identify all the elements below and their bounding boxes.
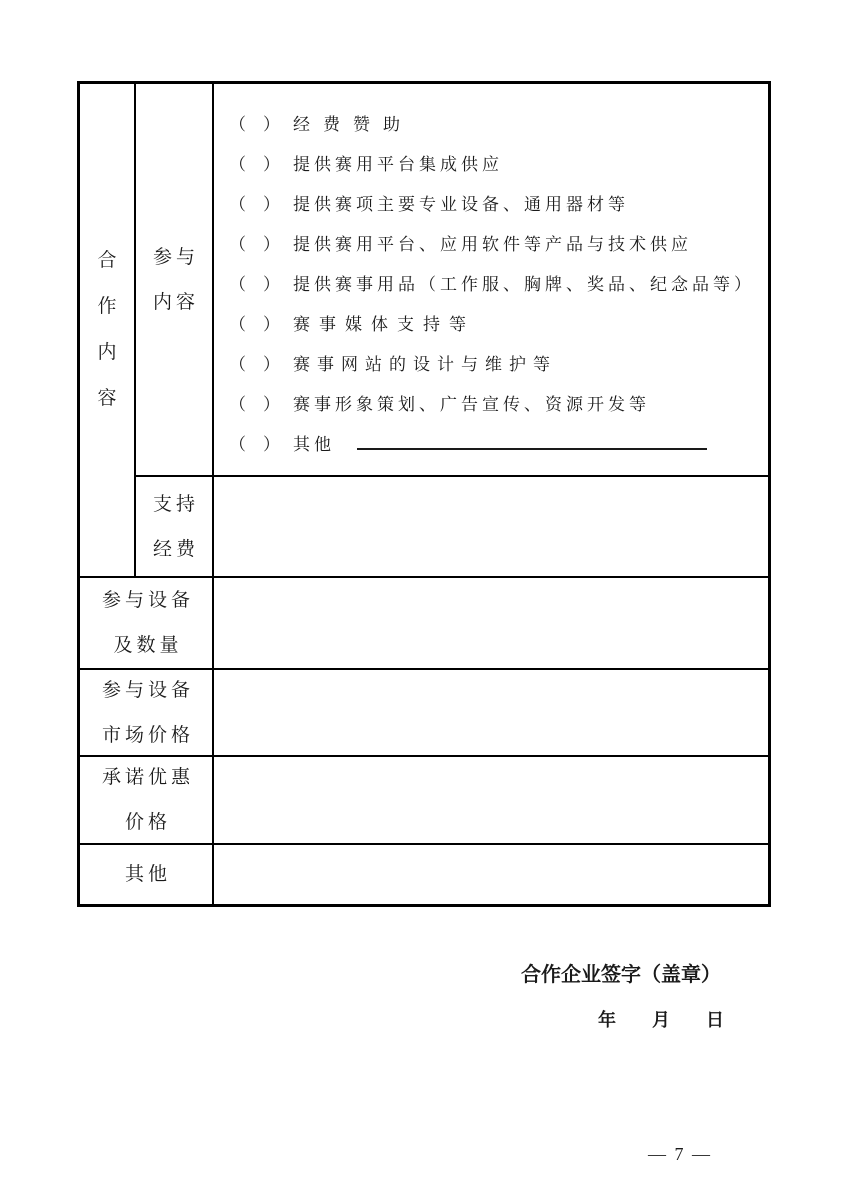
checkbox-parens: （ ） [229,235,280,254]
signature-line: 合作企业签字（盖章） [521,964,721,986]
checkbox-item [229,185,629,225]
vertical-label-char: 内 [97,342,117,363]
vertical-label-char: 合 [97,250,117,271]
checkbox-item-label: 赛事形象策划、广告宣传、资源开发等 [293,395,650,414]
checkbox-parens: （ ） [229,395,280,414]
row-label-line: 经费 [152,538,199,560]
checkbox-item-label: 提供赛用平台、应用软件等产品与技术供应 [293,235,692,254]
cooperation-table [77,81,771,907]
checkbox-item-label: 提供赛项主要专业设备、通用器材等 [293,195,629,214]
checkbox-parens: （ ） [229,275,280,294]
checkbox-parens: （ ） [229,195,280,214]
checkbox-item [229,145,503,185]
checkbox-item-other [229,425,707,465]
row-label-promised-discount-price [80,757,212,843]
row-label-line: 市场价格 [101,724,194,746]
vertical-label-char: 作 [97,296,117,317]
checkbox-item-label: 其他 [293,435,335,454]
row-label-line: 内容 [152,291,199,313]
fill-in-blank-line [357,432,707,450]
checkbox-item [229,105,413,145]
row-label-support-funds [136,477,212,576]
row-label-line: 价格 [124,812,171,833]
row-group-label-cooperation-content [80,84,134,576]
checkbox-item-label: 赛事媒体支持等 [293,315,475,334]
row-label-other [80,845,212,904]
checkbox-parens: （ ） [229,115,280,134]
checkbox-parens: （ ） [229,315,280,334]
row-label-equipment-market-price [80,670,212,755]
checkbox-item [229,225,692,265]
checkbox-parens: （ ） [229,435,280,454]
row-label-line: 支持 [152,493,199,515]
checkbox-item [229,305,475,345]
row-label-line: 及数量 [113,635,183,656]
vertical-label-char: 容 [97,388,117,409]
checkbox-item [229,345,557,385]
checkbox-parens: （ ） [229,355,280,374]
row-label-line: 参与设备 [101,590,194,611]
row-label-line: 承诺优惠 [101,767,194,788]
row-label-line: 参与设备 [101,679,194,701]
checkbox-item-label: 提供赛事用品（工作服、胸牌、奖品、纪念品等） [293,275,755,294]
row-label-line: 其他 [124,864,171,885]
checkbox-item-label: 赛事网站的设计与维护等 [293,355,557,374]
page-number: — 7 — [648,1144,712,1164]
participation-options-cell [214,84,772,475]
row-label-equipment-quantity [80,578,212,668]
checkbox-item-label: 提供赛用平台集成供应 [293,155,503,174]
table-horizontal-line [134,475,768,477]
checkbox-item-label: 经费赞助 [293,115,413,134]
row-label-line: 参与 [152,246,199,268]
date-line: 年 月 日 [598,1010,724,1030]
checkbox-parens: （ ） [229,155,280,174]
checkbox-item [229,385,650,425]
checkbox-item [229,265,755,305]
row-label-participation-content [136,84,212,475]
